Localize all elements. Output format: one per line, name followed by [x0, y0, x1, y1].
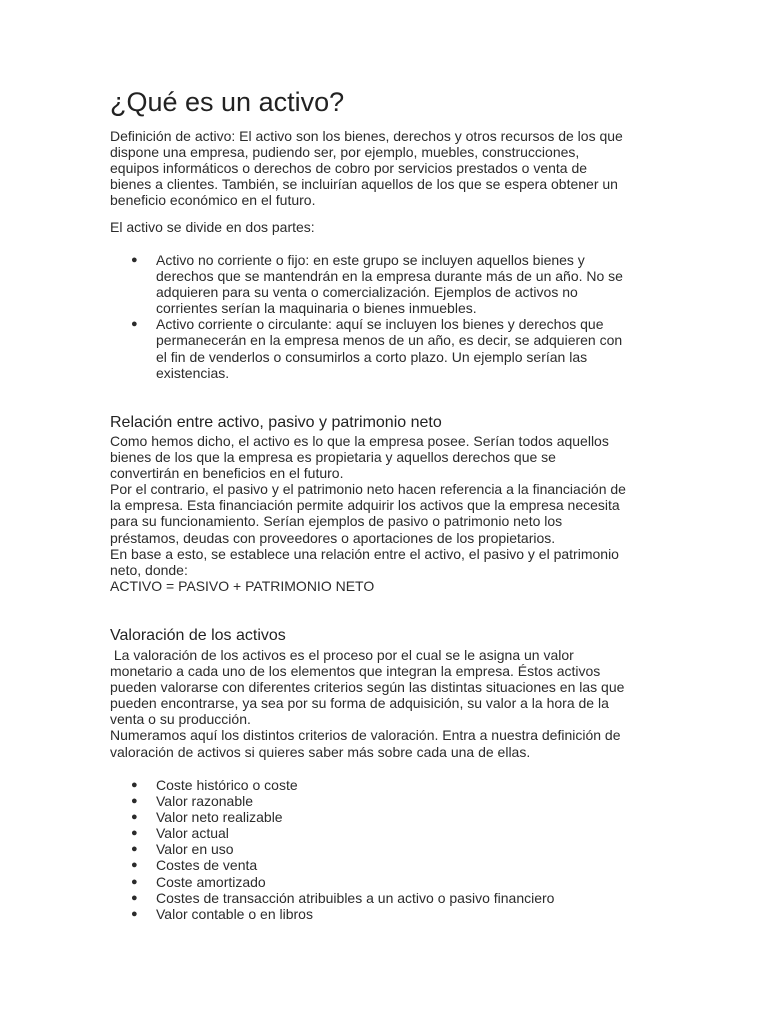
division-paragraph: [110, 219, 660, 235]
bullet-icon: ●: [131, 811, 138, 824]
bullet-icon: ●: [131, 795, 138, 808]
text-line: Activo no corriente o fijo: en este grupo se incluyen aquellos bienes y: [156, 252, 585, 268]
criterion-text: Valor contable o en libros: [156, 905, 313, 922]
bullet-icon: ●: [131, 859, 138, 872]
text-line: Definición de activo: El activo son los bienes, derechos y otros recursos de los que: [110, 128, 623, 144]
list-item: [110, 874, 554, 890]
list-item: [110, 857, 554, 873]
valuation-heading: Valoración de los activos: [110, 627, 286, 644]
list-item: [110, 793, 554, 809]
text-line: venta o su producción.: [110, 711, 251, 728]
list-item: [110, 906, 554, 922]
list-item: [110, 825, 554, 841]
bullet-icon: ●: [131, 907, 138, 920]
bullet-icon: ●: [131, 827, 138, 840]
text-line: Como hemos dicho, el activo es lo que la empresa posee. Serían todos aquellos: [110, 433, 609, 449]
bullet-icon: ●: [131, 843, 138, 856]
text-line: la empresa. Esta financiación permite adquirir los activos que la empresa necesita: [110, 497, 620, 514]
relation-paragraph: [110, 433, 660, 594]
text-line: bienes de los que la empresa es propietaria y aquellos derechos que se: [110, 449, 556, 466]
list-item: [110, 890, 554, 906]
criterion-text: Coste amortizado: [156, 873, 266, 890]
definition-paragraph: [110, 128, 660, 208]
criterion-text: Valor en uso: [156, 841, 234, 858]
text-line: Por el contrario, el pasivo y el patrimonio neto hacen referencia a la financiación de: [110, 481, 626, 498]
text-line: corrientes serían la maquinaria o bienes inmuebles.: [156, 300, 477, 317]
text-line: pueden valorarse con diferentes criterios según las distintas situaciones en las que: [110, 679, 625, 696]
valuation-criteria-list: [110, 777, 554, 922]
text-line: el fin de venderlos o consumirlos a corto plazo. Un ejemplo serían las: [156, 348, 588, 365]
text-line: para su funcionamiento. Serían ejemplos de pasivo o patrimonio neto los: [110, 513, 563, 530]
text-line: derechos que se mantendrán en la empresa durante más de un año. No se: [156, 268, 623, 285]
criterion-text: Coste histórico o coste: [156, 777, 298, 793]
relation-heading: Relación entre activo, pasivo y patrimonio neto: [110, 414, 442, 431]
text-line: adquieren para su venta o comercialización. Ejemplos de activos no: [156, 284, 578, 301]
text-line: dispone una empresa, pudiendo ser, por ejemplo, muebles, construcciones,: [110, 144, 580, 161]
text-line: beneficio económico en el futuro.: [110, 192, 316, 209]
page-title: ¿Qué es un activo?: [110, 87, 345, 117]
criterion-text: Valor neto realizable: [156, 809, 283, 826]
criterion-text: Valor actual: [156, 825, 229, 842]
text-line: La valoración de los activos es el proceso por el cual se le asigna un valor: [110, 647, 574, 663]
text-line: neto, donde:: [110, 561, 188, 578]
text-line: Numeramos aquí los distintos criterios de valoración. Entra a nuestra definición de: [110, 727, 621, 744]
list-item: [110, 841, 554, 857]
text-line: El activo se divide en dos partes:: [110, 219, 315, 235]
text-line: En base a esto, se establece una relación entre el activo, el pasivo y el patrimonio: [110, 545, 619, 562]
criterion-text: Costes de transacción atribuibles a un activo o pasivo financiero: [156, 889, 555, 906]
bullet-icon: ●: [131, 254, 138, 266]
text-line: Activo corriente o circulante: aquí se incluyen los bienes y derechos que: [156, 316, 604, 333]
text-line: equipos informáticos o derechos de cobro por servicios prestados o venta de: [110, 160, 588, 177]
text-line: préstamos, deudas con proveedores o aportaciones de los propietarios.: [110, 529, 556, 546]
list-item: [110, 809, 554, 825]
list-item: [110, 777, 554, 793]
bullet-icon: ●: [131, 875, 138, 888]
text-line: existencias.: [156, 364, 230, 381]
list-item: [110, 316, 623, 380]
text-line: permanecerán en la empresa menos de un año, es decir, se adquieren con: [156, 332, 623, 349]
text-line: valoración de activos si quieres saber más sobre cada una de ellas.: [110, 743, 531, 760]
bullet-icon: ●: [131, 779, 138, 791]
bullet-icon: ●: [131, 891, 138, 904]
text-line: pueden encontrarse, ya sea por su forma de adquisición, su valor a la hora de la: [110, 695, 609, 712]
bullet-icon: ●: [131, 318, 138, 331]
list-item: [110, 252, 623, 316]
asset-parts-list: [110, 252, 623, 381]
text-line: bienes a clientes. También, se incluirían aquellos de los que se espera obtener un: [110, 176, 618, 193]
text-line: monetario a cada uno de los elementos que integran la empresa. Éstos activos: [110, 663, 601, 680]
criterion-text: Costes de venta: [156, 857, 258, 874]
valuation-paragraph: [110, 647, 660, 760]
text-line: convertirán en beneficios en el futuro.: [110, 465, 344, 482]
criterion-text: Valor razonable: [156, 793, 254, 810]
equation-text: ACTIVO = PASIVO + PATRIMONIO NETO: [110, 577, 375, 594]
